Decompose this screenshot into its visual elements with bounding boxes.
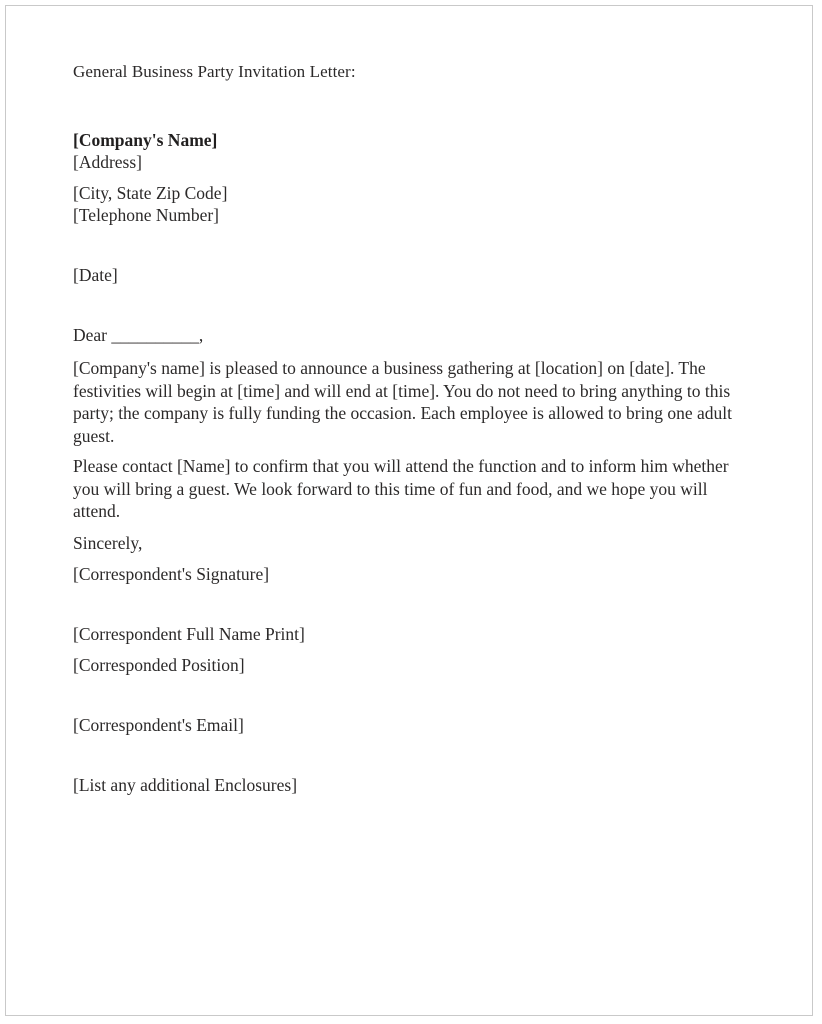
position-line: [Corresponded Position] (73, 654, 245, 675)
closing-line: Sincerely, (73, 532, 143, 553)
spacer-before-salutation (73, 286, 743, 324)
spacer-after-salutation (73, 346, 743, 357)
document-page (5, 5, 813, 1016)
salutation-line: Dear __________, (73, 325, 204, 345)
printed-name-line: [Correspondent Full Name Print] (73, 623, 305, 644)
address-line: [Address] (73, 152, 143, 172)
date-line: [Date] (73, 265, 118, 285)
spacer-address (73, 173, 743, 182)
email-line: [Correspondent's Email] (73, 714, 244, 735)
page-title: General Business Party Invitation Letter: (73, 62, 356, 81)
sender-address-block (73, 129, 743, 226)
spacer-before-closing (73, 523, 743, 532)
enclosures-line: [List any additional Enclosures] (73, 774, 298, 795)
spacer-before-position (73, 645, 743, 654)
telephone-line: [Telephone Number] (73, 205, 220, 225)
spacer-between-paragraphs (73, 447, 743, 455)
body-paragraph-2: Please contact [Name] to confirm that you will attend the function and to inform him whether you will bring a guest. We look forward to this time of fun and food, and we hope you will attend. (73, 456, 729, 521)
spacer-before-signature (73, 554, 743, 563)
spacer-before-date (73, 226, 743, 264)
spacer-after-title (73, 83, 743, 129)
body-paragraph-1: [Company's name] is pleased to announce a business gathering at [location] on [date]. The festivities will begin at [time] and will end at [time]. You do not need to bring anything to this party; the company is fully funding the occasion. Each employee is allowed to bring one adult guest. (73, 358, 732, 446)
spacer-signature-gap (73, 585, 743, 623)
signature-placeholder-line: [Correspondent's Signature] (73, 563, 270, 584)
city-state-zip-line: [City, State Zip Code] (73, 183, 228, 203)
letter-body (73, 61, 743, 796)
spacer-before-email (73, 676, 743, 714)
spacer-before-enclosures (73, 736, 743, 774)
company-name-line: [Company's Name] (73, 130, 218, 150)
